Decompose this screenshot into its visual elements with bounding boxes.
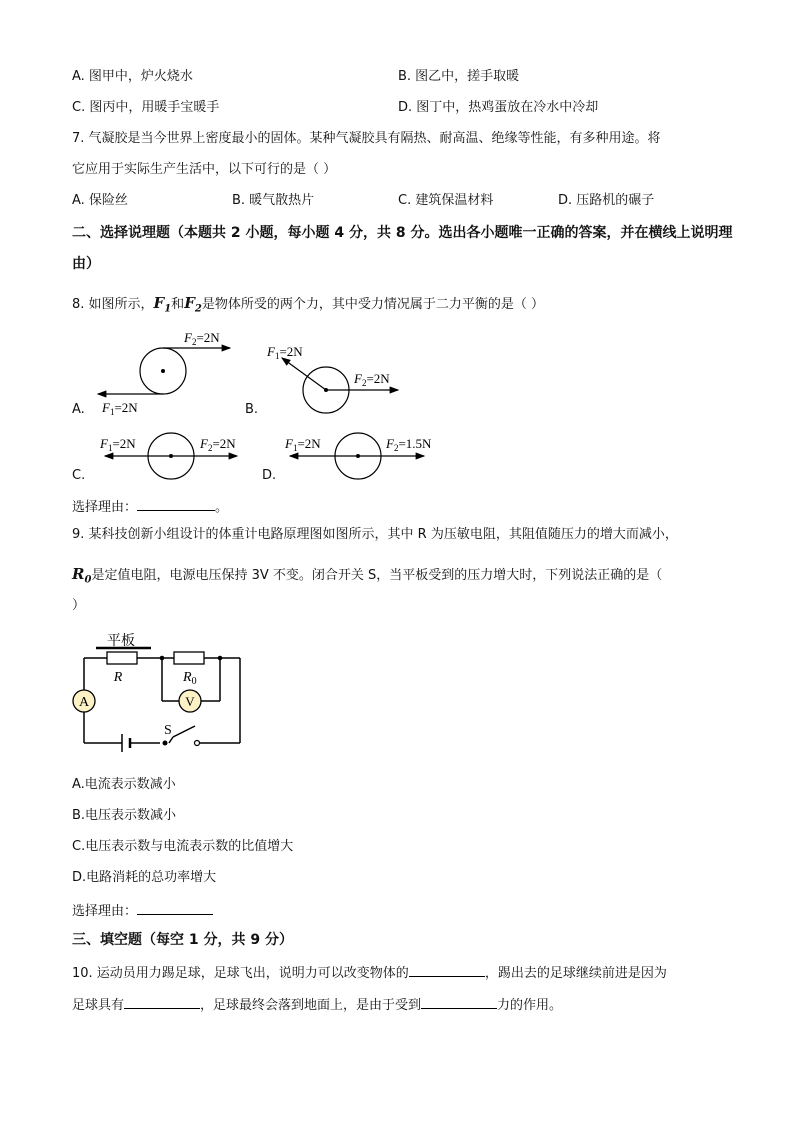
q8-figures	[0, 320, 794, 490]
q8-option-b-label: B.	[245, 402, 259, 417]
q8-figure-b	[266, 344, 398, 413]
voltmeter-label: V	[185, 694, 195, 709]
q6-option-a: A. 图甲中，炉火烧水	[72, 69, 193, 84]
q8-c-f1-label: $F_1=2N$	[100, 436, 136, 453]
q8-figure-a	[98, 330, 230, 417]
switch-contact-right	[195, 741, 200, 746]
q10-part2: ，踢出去的足球继续前进是因为	[484, 966, 667, 981]
q10-line1	[72, 962, 667, 983]
r-label: R	[113, 670, 123, 685]
q8-reason-end: 。	[215, 500, 229, 515]
q10-line2	[72, 994, 562, 1015]
q7-option-a: A. 保险丝	[72, 193, 128, 208]
q8-a-f2-label: $F_2=2N$	[184, 330, 220, 347]
q8-stem	[72, 294, 544, 319]
section2-title-line2: 由）	[72, 256, 100, 272]
switch-contact-left	[163, 741, 168, 746]
q10-part4: ，足球最终会落到地面上，是由于受到	[200, 998, 422, 1013]
switch-label: S	[164, 723, 172, 738]
q7-option-d: D. 压路机的碾子	[558, 193, 655, 208]
q8-b-f2-label: $F_2=2N$	[354, 371, 390, 388]
q6-option-c: C. 图丙中，用暖手宝暖手	[72, 100, 220, 115]
r0-label: $R_0$	[183, 670, 197, 687]
q9-reason-blank[interactable]	[137, 900, 213, 915]
q9-option-c: C.电压表示数与电流表示数的比值增大	[72, 839, 294, 854]
resistor-r	[107, 652, 137, 664]
q8-prefix: 8. 如图所示，	[72, 297, 154, 312]
q8-option-c-label: C.	[72, 468, 86, 483]
q8-reason-blank[interactable]	[137, 496, 215, 511]
q8-f1-symbol: F	[153, 294, 165, 312]
q8-b-f1-label: $F_1=2N$	[267, 344, 303, 361]
q10-blank-2[interactable]	[124, 994, 200, 1009]
q8-f2-subscript: 2	[194, 303, 202, 315]
q8-and: 和	[171, 297, 185, 312]
q8-figure-c	[99, 433, 237, 479]
plate-label: 平板	[107, 634, 135, 649]
q8-option-a-label: A.	[72, 402, 85, 417]
q8-d-f1-label: $F_1=2N$	[285, 436, 321, 453]
q10-part5: 力的作用。	[497, 998, 563, 1013]
q10-part1: 10. 运动员用力踢足球，足球飞出，说明力可以改变物体的	[72, 966, 409, 981]
q8-f1-subscript: 1	[164, 303, 172, 315]
q9-stem-line1: 9. 某科技创新小组设计的体重计电路原理图如图所示，其中 R 为压敏电阻，其阻值随压力的增大而减小，	[72, 527, 678, 542]
q8-d-f2-label: $F_2=1.5N$	[386, 436, 432, 453]
q8-option-d-label: D.	[262, 468, 277, 483]
q9-stem-line3: ）	[72, 598, 86, 613]
q8-f2-symbol: F	[184, 294, 195, 312]
q7-option-c: C. 建筑保温材料	[398, 193, 494, 208]
q10-part3: 足球具有	[72, 998, 125, 1013]
q8-a-f1-label: $F_1=2N$	[102, 400, 138, 417]
q9-line2-text: 是定值电阻，电源电压保持 3V 不变。闭合开关 S，当平板受到的压力增大时，下列说法正确的是（	[91, 568, 663, 583]
q8-c-f2-label: $F_2=2N$	[200, 436, 236, 453]
q8-suffix: 是物体所受的两个力，其中受力情况属于二力平衡的是（ ）	[201, 297, 544, 312]
q6-option-d: D. 图丁中，热鸡蛋放在冷水中冷却	[398, 100, 599, 115]
section2-title-line1: 二、选择说理题（本题共 2 小题，每小题 4 分，共 8 分。选出各小题唯一正确的答案，并在横线上说明理	[72, 225, 733, 241]
section3-title: 三、填空题（每空 1 分，共 9 分）	[72, 932, 293, 948]
q10-blank-3[interactable]	[421, 994, 497, 1009]
q7-stem-line2: 它应用于实际生产生活中，以下可行的是（ ）	[72, 162, 337, 177]
q6-option-b: B. 图乙中，搓手取暖	[398, 69, 520, 84]
q9-r0-subscript: 0	[84, 574, 92, 586]
q9-r0-symbol: R	[72, 565, 85, 583]
q9-option-d: D.电路消耗的总功率增大	[72, 870, 217, 885]
q8-figure-d	[284, 433, 432, 479]
q9-stem-line2	[72, 565, 662, 590]
q9-circuit-diagram	[60, 628, 260, 753]
resistor-r0	[174, 652, 204, 664]
q7-stem-line1: 7. 气凝胶是当今世界上密度最小的固体。某种气凝胶具有隔热、耐高温、绝缘等性能，有多种用途。将	[72, 131, 661, 146]
q9-option-a: A.电流表示数减小	[72, 777, 176, 792]
ammeter-label: A	[78, 695, 90, 710]
q9-reason	[72, 900, 213, 921]
q8-reason	[72, 496, 228, 517]
q8-reason-label: 选择理由：	[72, 500, 138, 515]
q10-blank-1[interactable]	[409, 962, 485, 977]
q7-option-b: B. 暖气散热片	[232, 193, 315, 208]
q9-option-b: B.电压表示数减小	[72, 808, 177, 823]
q9-reason-label: 选择理由：	[72, 904, 138, 919]
